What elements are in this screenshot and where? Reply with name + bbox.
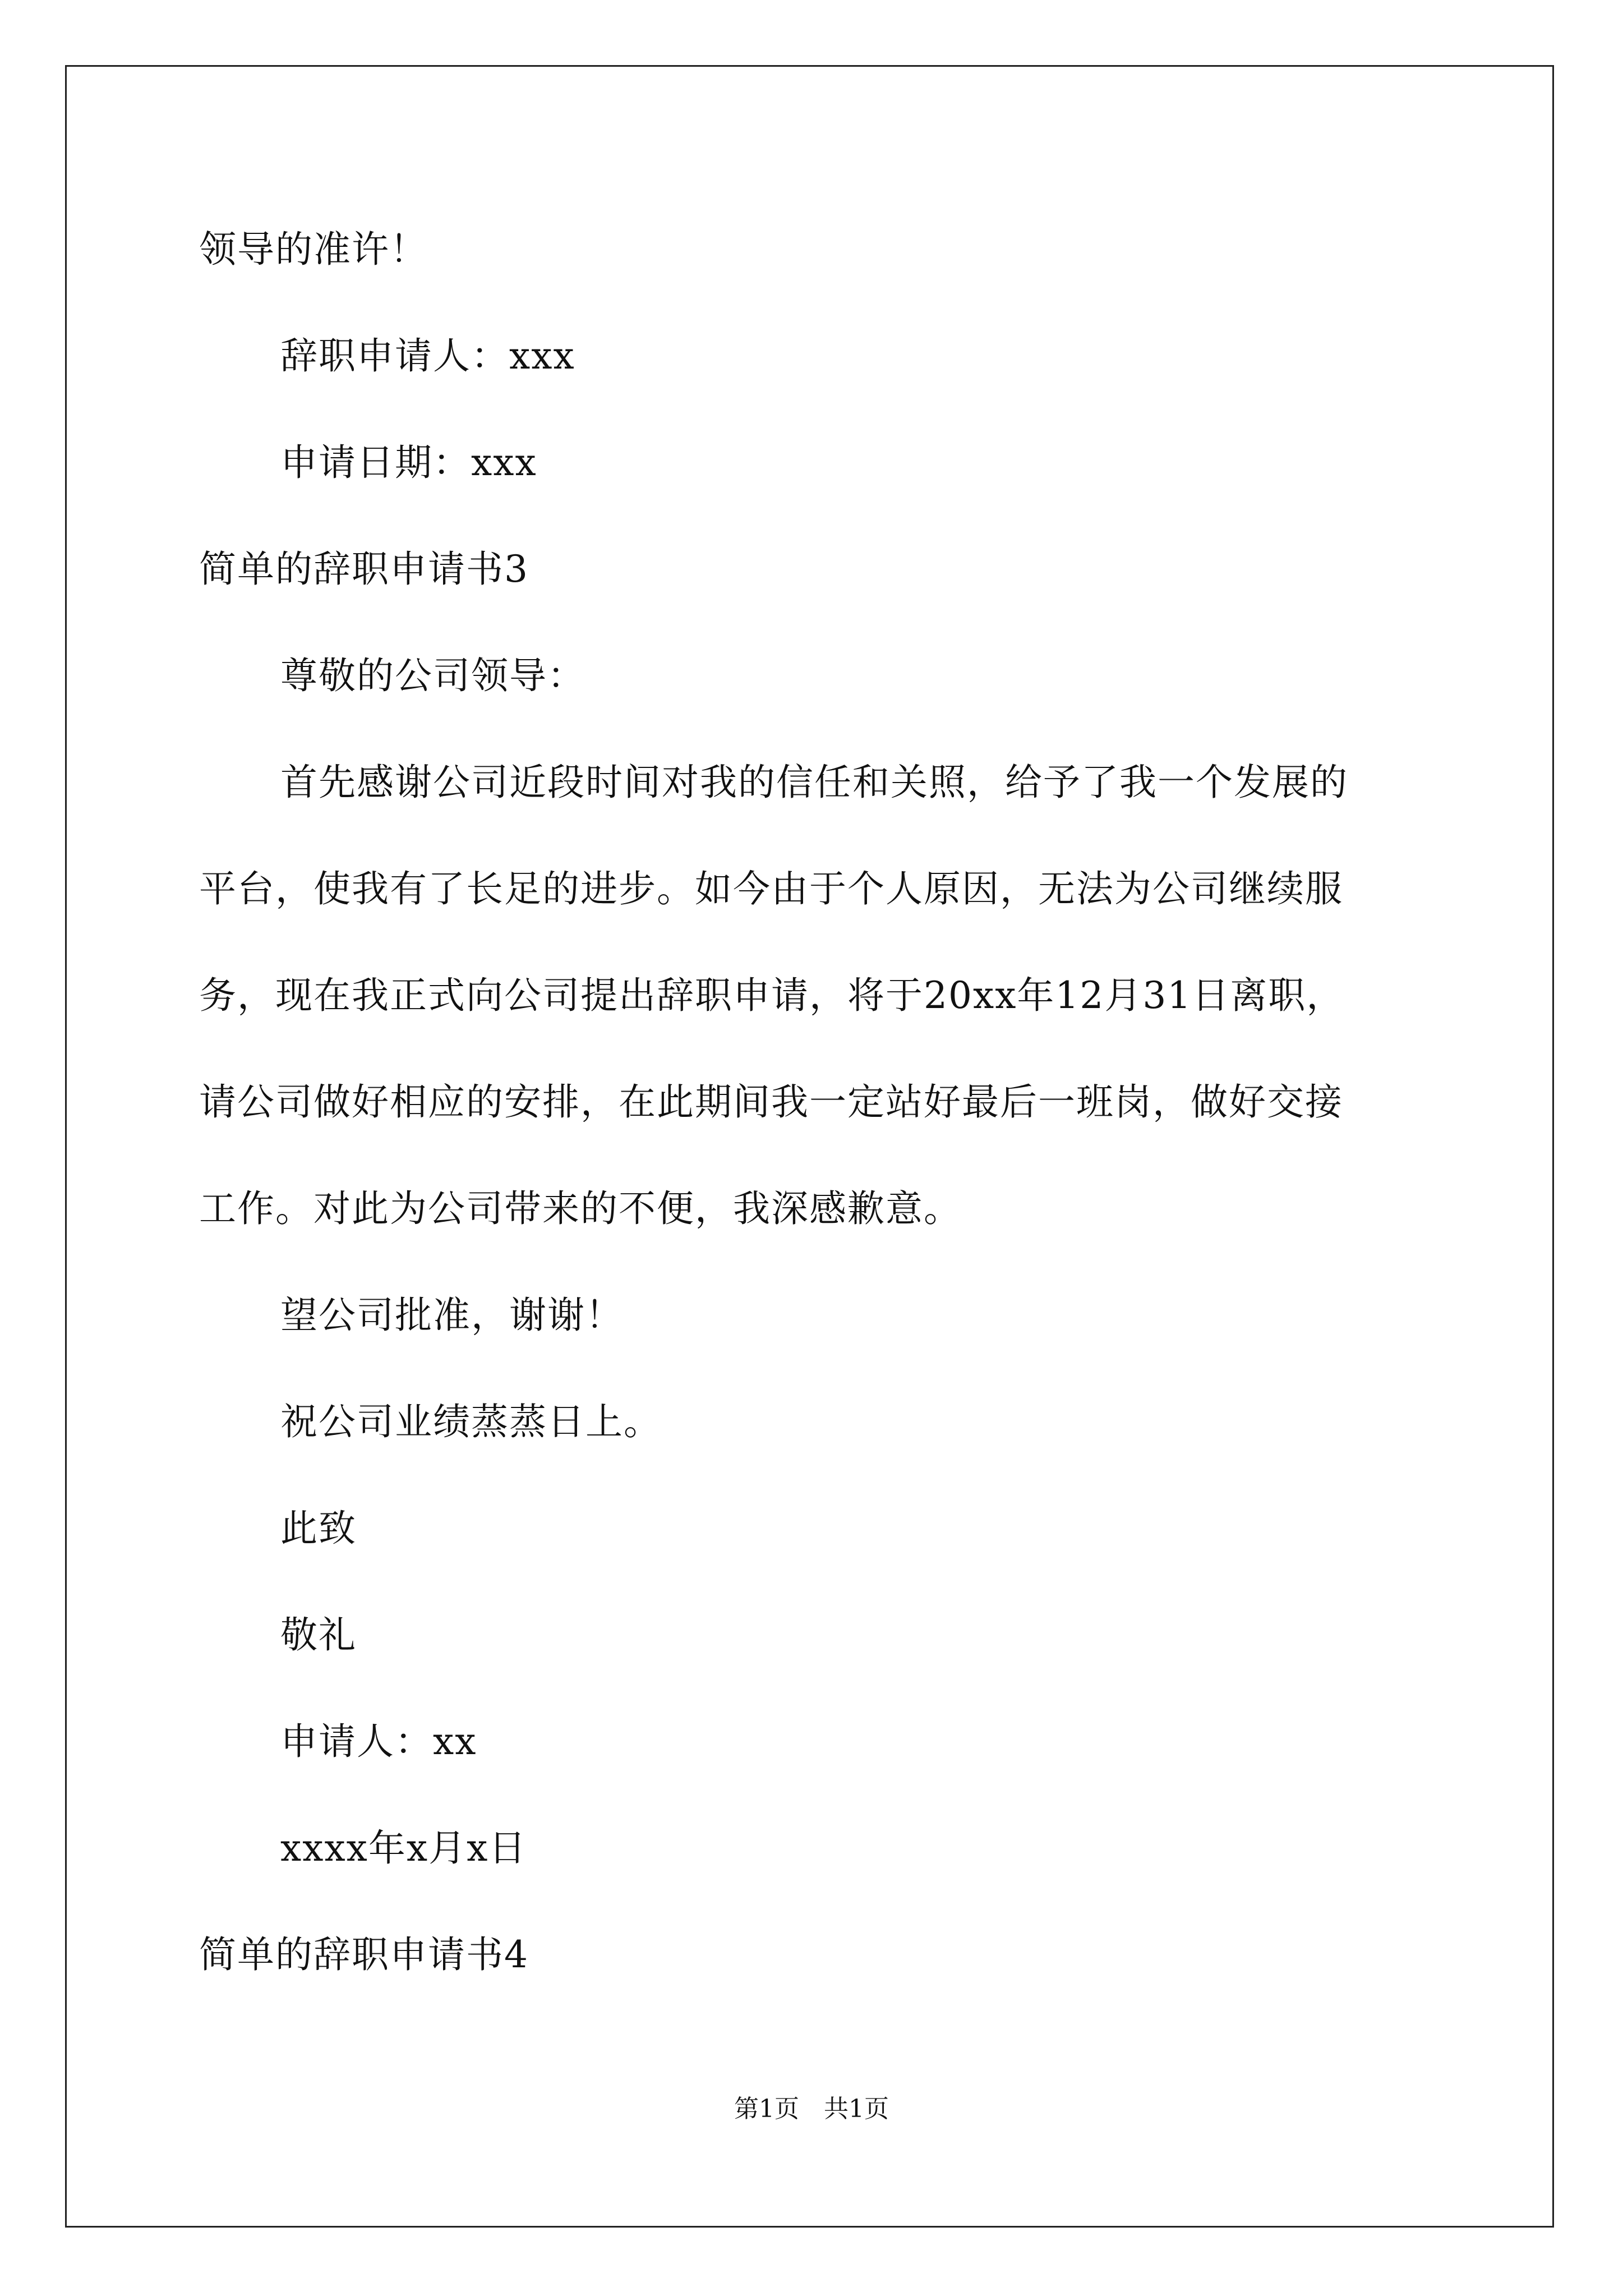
paragraph-line: 务，现在我正式向公司提出辞职申请，将于20xx年12月31日离职，: [199, 974, 1345, 1017]
page-border: [65, 65, 1554, 2228]
closing-line: 此致: [280, 1507, 357, 1550]
section-title: 简单的辞职申请书3: [199, 547, 529, 591]
closing-line: 敬礼: [280, 1613, 357, 1657]
salutation: 尊敬的公司领导：: [280, 654, 585, 697]
resigner-line: 辞职申请人：xxx: [280, 334, 575, 378]
paragraph-line: 请公司做好相应的安排，在此期间我一定站好最后一班岗，做好交接: [199, 1080, 1343, 1124]
paragraph-line: 平台，使我有了长足的进步。如今由于个人原因，无法为公司继续服: [199, 867, 1343, 910]
paragraph-line: 工作。对此为公司带来的不便，我深感歉意。: [199, 1187, 962, 1230]
applicant-line: 申请人：xx: [280, 1720, 477, 1763]
date-line: xxxx年x月x日: [280, 1826, 527, 1870]
paragraph-line: 首先感谢公司近段时间对我的信任和关照，给予了我一个发展的: [280, 761, 1348, 804]
paragraph-line: 望公司批准，谢谢！: [280, 1294, 624, 1337]
paragraph-line: 祝公司业绩蒸蒸日上。: [280, 1400, 662, 1443]
page-footer: 第1页 共1页: [734, 2095, 889, 2123]
date-line: 申请日期：xxx: [280, 441, 537, 484]
section-title: 简单的辞职申请书4: [199, 1933, 529, 1976]
text-line: 领导的准许！: [199, 228, 428, 271]
